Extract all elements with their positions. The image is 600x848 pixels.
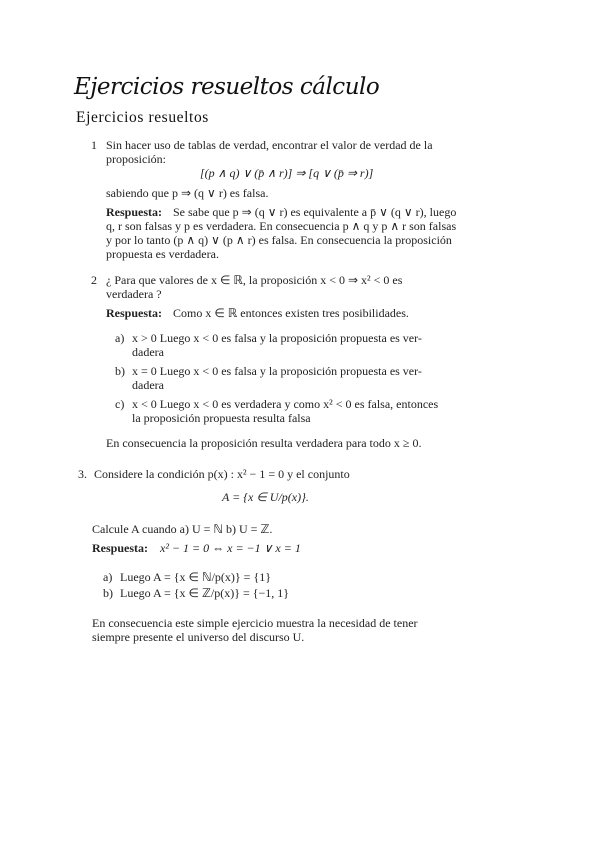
problem-3-task: Calcule A cuando a) U = ℕ b) U = ℤ. (92, 522, 273, 536)
problem-2-answer-intro: Como x ∈ ℝ entonces existen tres posibilidades. (173, 306, 409, 320)
problem-1-statement-line-2: proposición: (106, 152, 166, 166)
problem-1-number: 1 (91, 138, 97, 152)
problem-3-statement: Considere la condición p(x) : x² − 1 = 0 y el conjunto (94, 467, 350, 481)
problem-1-answer-line-1: Se sabe que p ⇒ (q ∨ r) es equivalente a p̄ ∨ (q ∨ r), luego (173, 205, 457, 219)
problem-3-conclusion-line-1: En consecuencia este simple ejercicio muestra la necesidad de tener (92, 616, 418, 630)
problem-3-case-b-text: Luego A = {x ∈ ℤ/p(x)} = {−1, 1} (120, 586, 290, 600)
problem-3-number: 3. (78, 467, 87, 481)
problem-2-number: 2 (91, 273, 97, 287)
problem-2-case-c-label: c) (115, 397, 125, 411)
document-title: Ejercicios resueltos cálculo (74, 74, 380, 100)
problem-1-answer-line-4: propuesta es verdadera. (106, 247, 219, 261)
problem-2-conclusion: En consecuencia la proposición resulta verdadera para todo x ≥ 0. (106, 436, 422, 450)
problem-2-case-a-line-1: x > 0 Luego x < 0 es falsa y la proposición propuesta es ver- (132, 331, 422, 345)
problem-3-case-a-label: a) (103, 570, 113, 584)
problem-1-answer-line-3: y por lo tanto (p ∧ q) ∨ (p ∧ r) es falsa. En consecuencia la proposición (106, 233, 452, 247)
problem-3-answer-label: Respuesta: (92, 541, 148, 555)
section-title: Ejercicios resueltos (76, 109, 209, 126)
problem-1-statement-line-1: Sin hacer uso de tablas de verdad, encontrar el valor de verdad de la (106, 138, 433, 152)
problem-2-answer-label: Respuesta: (106, 306, 162, 320)
problem-2-statement-line-1: ¿ Para que valores de x ∈ ℝ, la proposición x < 0 ⇒ x² < 0 es (106, 273, 403, 287)
problem-1-formula: [(p ∧ q) ∨ (p̄ ∧ r)] ⇒ [q ∨ (p̄ ⇒ r)] (200, 166, 374, 180)
problem-2-case-a-label: a) (115, 331, 125, 345)
problem-2-case-b-line-1: x = 0 Luego x < 0 es falsa y la proposición propuesta es ver- (132, 364, 422, 378)
problem-2-case-b-label: b) (115, 364, 125, 378)
problem-3-conclusion-line-2: siempre presente el universo del discurso U. (92, 630, 305, 644)
problem-1-answer-label: Respuesta: (106, 205, 162, 219)
problem-3-case-b-label: b) (103, 586, 113, 600)
problem-3-answer-text: x² − 1 = 0 ⇔ x = −1 ∨ x = 1 (160, 541, 301, 555)
problem-2-case-b-line-2: dadera (132, 378, 164, 392)
problem-3-case-a-text: Luego A = {x ∈ ℕ/p(x)} = {1} (120, 570, 271, 584)
problem-1-answer-line-2: q, r son falsas y p es verdadera. En consecuencia p ∧ q y p ∧ r son falsas (106, 219, 457, 233)
problem-2-case-a-line-2: dadera (132, 345, 164, 359)
problem-1-condition: sabiendo que p ⇒ (q ∨ r) es falsa. (106, 186, 269, 200)
problem-3-set-definition: A = {x ∈ U/p(x)}. (222, 490, 309, 504)
problem-2-statement-line-2: verdadera ? (106, 287, 162, 301)
problem-2-case-c-line-2: la proposición propuesta resulta falsa (132, 411, 311, 425)
problem-2-case-c-line-1: x < 0 Luego x < 0 es verdadera y como x² < 0 es falsa, entonces (132, 397, 439, 411)
